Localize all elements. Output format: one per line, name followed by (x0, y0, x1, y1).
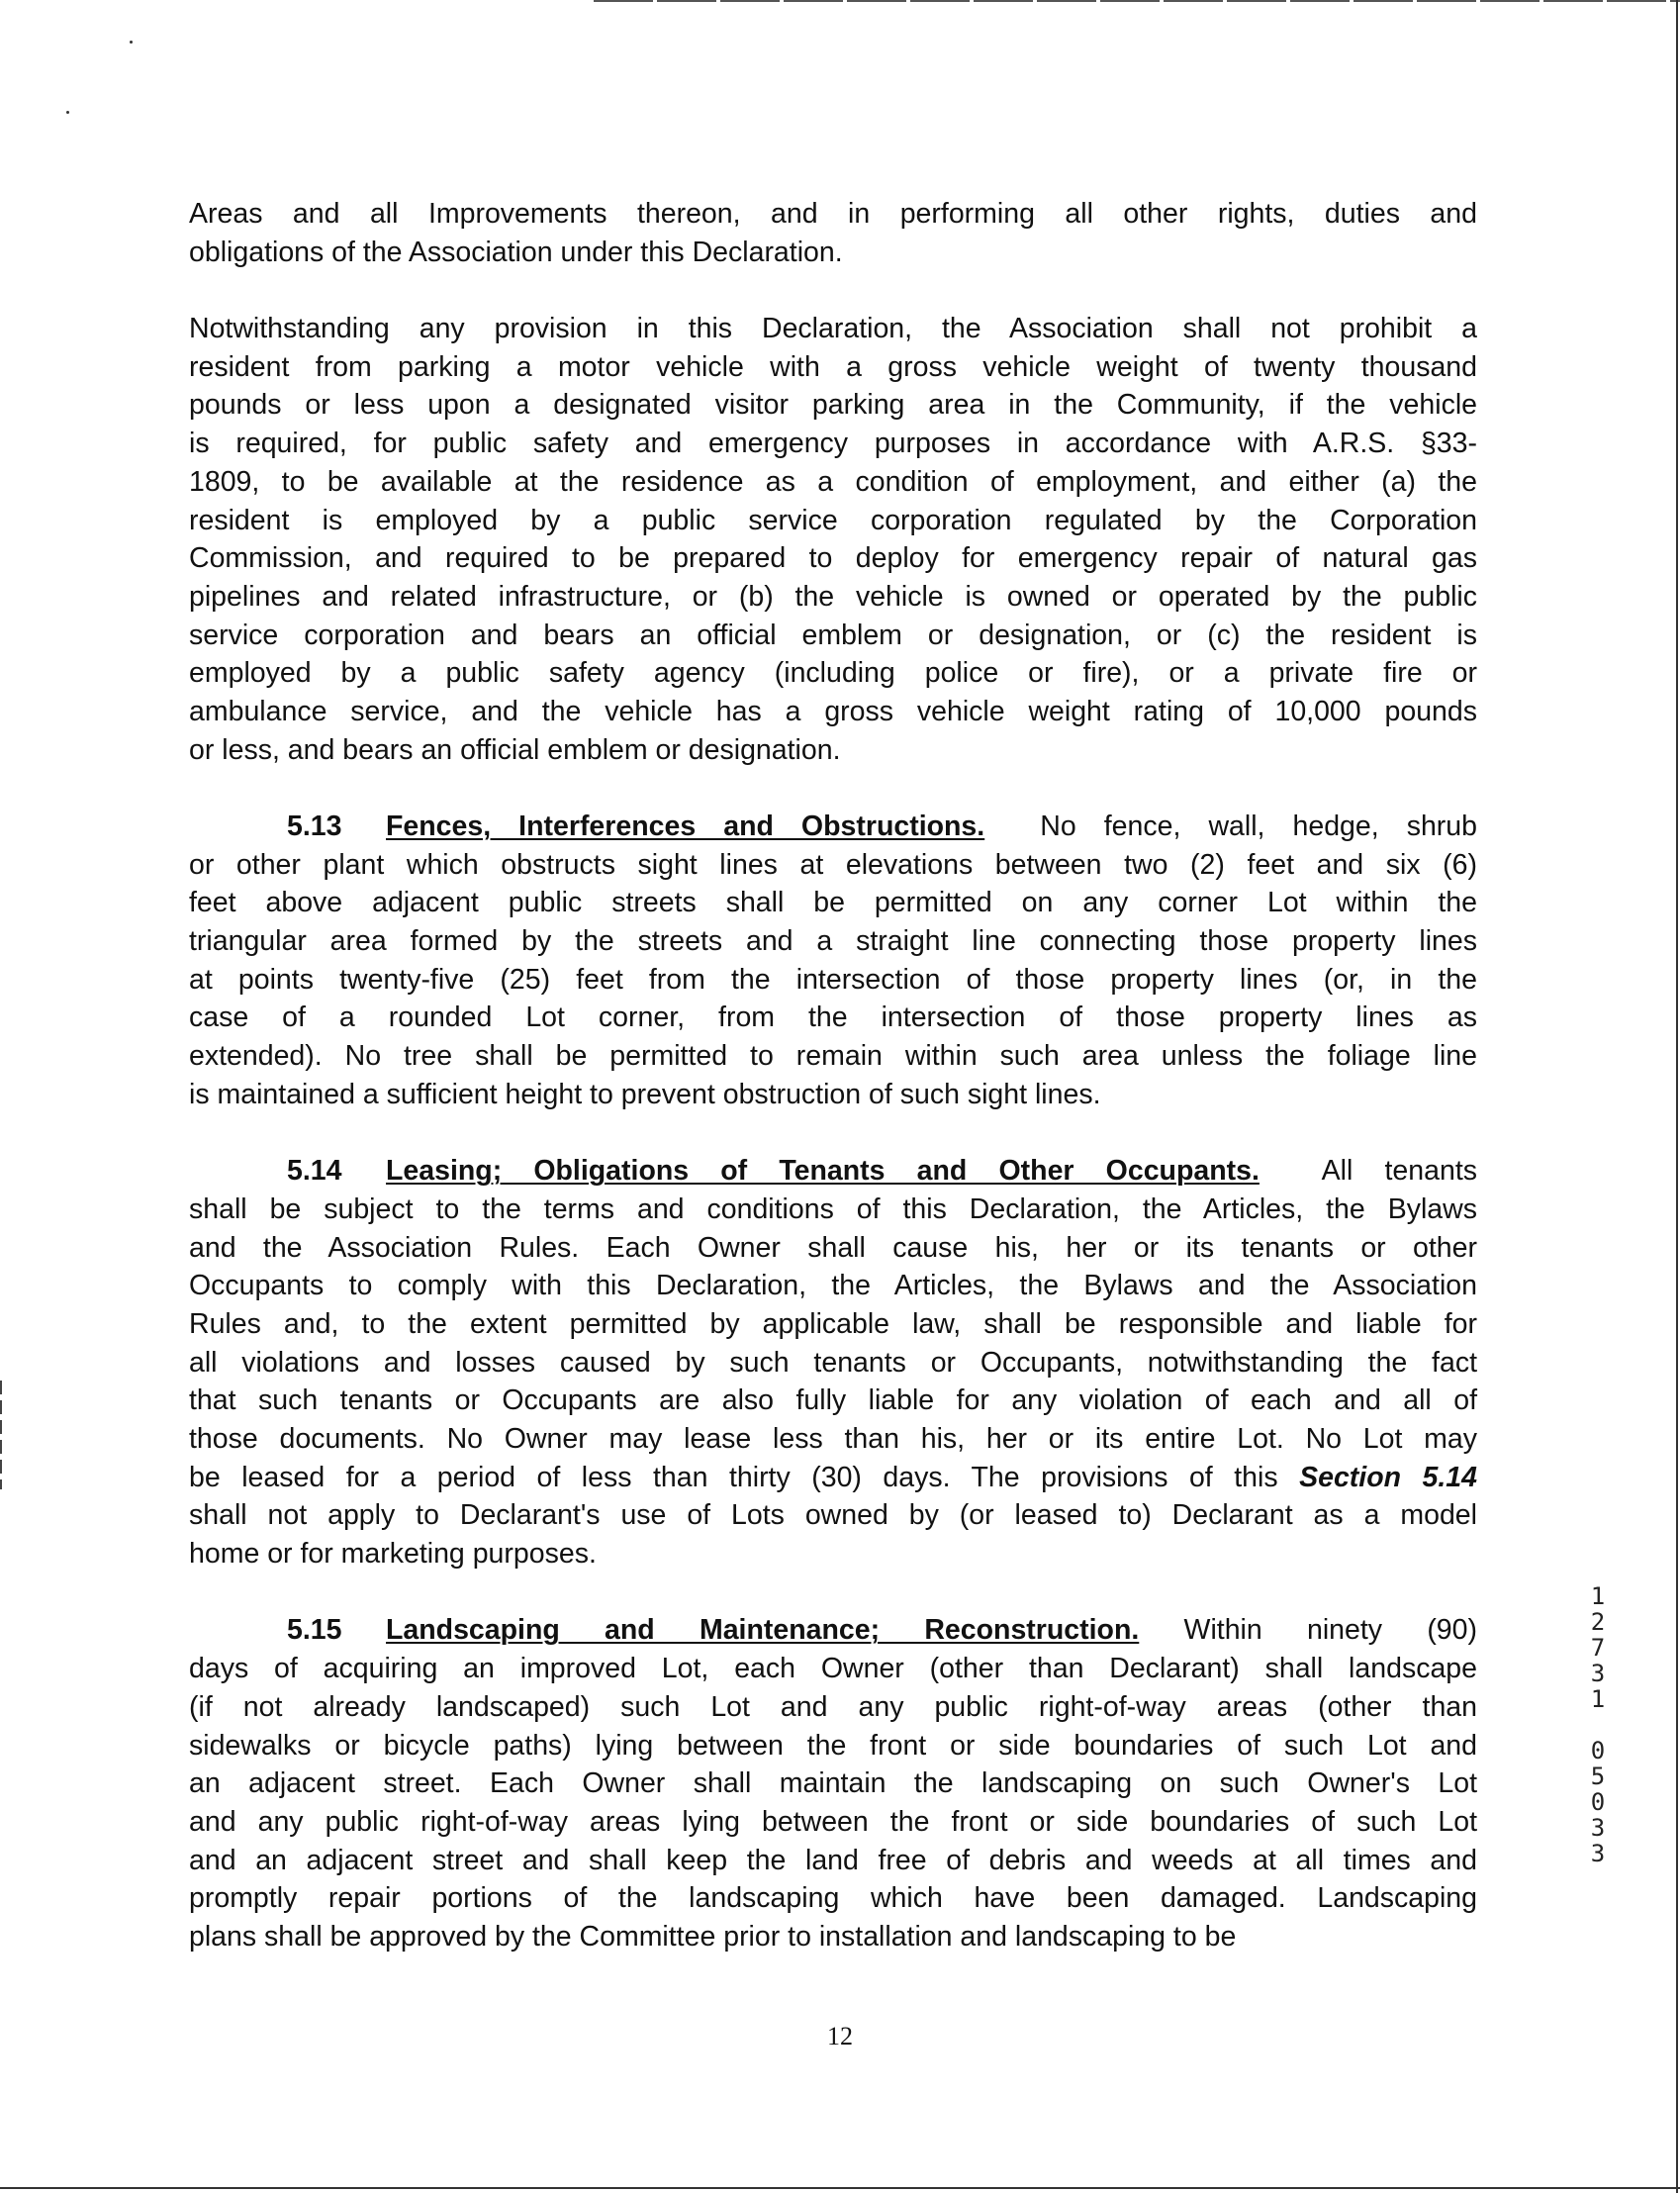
text-line: Commission, and required to be prepared to deploy for emergency repair of natural gas (189, 542, 1477, 575)
text-line: that such tenants or Occupants are also fully liable for any violation of each and all of (189, 1384, 1477, 1417)
paragraph (189, 310, 1477, 769)
section-title: Landscaping and Maintenance; Reconstruction. (386, 1614, 1140, 1647)
scan-edge-left (0, 1381, 2, 1489)
recording-stamp (1586, 1583, 1610, 1866)
text-line: Occupants to comply with this Declaration, the Articles, the Bylaws and the Association (189, 1270, 1477, 1302)
text-line: those documents. No Owner may lease less than his, her or its entire Lot. No Lot may (189, 1423, 1477, 1455)
stamp-digit (1586, 1712, 1610, 1738)
stamp-digit: 2 (1590, 1608, 1606, 1636)
text-line: resident from parking a motor vehicle with a gross vehicle weight of twenty thousand (189, 350, 1477, 383)
text-line: employed by a public safety agency (including police or fire), or a private fire or (189, 657, 1477, 690)
text-line: pounds or less upon a designated visitor parking area in the Community, if the vehicle (189, 389, 1477, 422)
text-line: shall not apply to Declarant's use of Lots owned by (or leased to) Declarant as a model (189, 1499, 1477, 1532)
section-heading-line (189, 1152, 1477, 1191)
text-line: and the Association Rules. Each Owner shall cause his, her or its tenants or other (189, 1231, 1477, 1264)
section-5-14 (189, 1152, 1477, 1573)
scan-edge-bottom (0, 2187, 1680, 2189)
text-line: ambulance service, and the vehicle has a gross vehicle weight rating of 10,000 pounds (189, 695, 1477, 727)
stamp-digit: 1 (1590, 1685, 1606, 1713)
text-line: is required, for public safety and emergency purposes in accordance with A.R.S. §33- (189, 428, 1477, 460)
section-number: 5.13 (287, 810, 342, 842)
section-5-13 (189, 808, 1477, 1114)
section-text: Within ninety (90) (1139, 1614, 1477, 1647)
stamp-digit: 3 (1590, 1814, 1606, 1842)
text-line: or other plant which obstructs sight lines at elevations between two (2) feet and six (6) (189, 848, 1477, 881)
paragraph (189, 195, 1477, 271)
document-body (189, 195, 1477, 1994)
section-heading-line (189, 808, 1477, 846)
section-5-15 (189, 1611, 1477, 1955)
stamp-digit: 3 (1590, 1660, 1606, 1687)
text-line: case of a rounded Lot corner, from the intersection of those property lines as (189, 1001, 1477, 1034)
section-title: Leasing; Obligations of Tenants and Other Occupants. (386, 1155, 1260, 1188)
section-title: Fences, Interferences and Obstructions. (386, 810, 985, 842)
page-number: 12 (827, 2022, 853, 2050)
scan-edge-top (594, 0, 1680, 2)
text-line: service corporation and bears an official emblem or designation, or (c) the resident is (189, 619, 1477, 651)
text-line: plans shall be approved by the Committee prior to installation and landscaping to be (189, 1920, 1237, 1953)
text-line: all violations and losses caused by such tenants or Occupants, notwithstanding the fact (189, 1346, 1477, 1379)
text-line: extended). No tree shall be permitted to remain within such area unless the foliage line (189, 1040, 1477, 1073)
text-segment: be leased for a period of less than thirty (30) days. The provisions of this (189, 1461, 1300, 1493)
text-line: and an adjacent street and shall keep the land free of debris and weeds at all times and (189, 1844, 1477, 1876)
text-line: resident is employed by a public service corporation regulated by the Corporation (189, 504, 1477, 536)
section-text: No fence, wall, hedge, shrub (984, 810, 1477, 842)
section-heading-line (189, 1611, 1477, 1650)
text-line: 1809, to be available at the residence as a condition of employment, and either (a) the (189, 465, 1477, 498)
text-line: days of acquiring an improved Lot, each Owner (other than Declarant) shall landscape (189, 1653, 1477, 1685)
stamp-digit: 3 (1590, 1840, 1606, 1867)
text-line: (if not already landscaped) such Lot and any public right-of-way areas (other than (189, 1690, 1477, 1723)
text-line: triangular area formed by the streets and a straight line connecting those property lines (189, 925, 1477, 958)
scan-edge-right (1676, 0, 1678, 2193)
text-line: an adjacent street. Each Owner shall maintain the landscaping on such Owner's Lot (189, 1767, 1477, 1800)
text-line: at points twenty-five (25) feet from the intersection of those property lines (or, in the (189, 963, 1477, 996)
text-line: and any public right-of-way areas lying between the front or side boundaries of such Lot (189, 1805, 1477, 1838)
scan-speck (66, 111, 69, 114)
text-line: Areas and all Improvements thereon, and in performing all other rights, duties and (189, 198, 1477, 230)
text-line: obligations of the Association under this Declaration. (189, 236, 843, 268)
text-line: is maintained a sufficient height to prevent obstruction of such sight lines. (189, 1078, 1101, 1110)
section-text: All tenants (1259, 1155, 1478, 1188)
text-line: sidewalks or bicycle paths) lying between the front or side boundaries of such Lot and (189, 1729, 1477, 1762)
section-reference: Section 5.14 (1299, 1461, 1478, 1493)
text-line: home or for marketing purposes. (189, 1538, 597, 1571)
text-line: promptly repair portions of the landscaping which have been damaged. Landscaping (189, 1882, 1477, 1915)
stamp-digit: 1 (1590, 1582, 1606, 1610)
text-line: or less, and bears an official emblem or designation. (189, 733, 841, 766)
stamp-digit: 0 (1590, 1737, 1606, 1764)
section-number: 5.15 (287, 1614, 342, 1647)
text-line: feet above adjacent public streets shall be permitted on any corner Lot within the (189, 887, 1477, 919)
stamp-digit: 5 (1590, 1763, 1606, 1790)
scan-speck (130, 41, 133, 44)
text-line: Rules and, to the extent permitted by applicable law, shall be responsible and liable for (189, 1307, 1477, 1340)
text-line: Notwithstanding any provision in this Declaration, the Association shall not prohibit a (189, 313, 1477, 345)
stamp-digit: 7 (1590, 1634, 1606, 1662)
text-line: pipelines and related infrastructure, or (b) the vehicle is owned or operated by the public (189, 580, 1477, 613)
section-number: 5.14 (287, 1155, 342, 1188)
text-line (189, 1459, 1477, 1497)
stamp-digit: 0 (1590, 1788, 1606, 1816)
text-line: shall be subject to the terms and conditions of this Declaration, the Articles, the Bylaws (189, 1192, 1477, 1225)
